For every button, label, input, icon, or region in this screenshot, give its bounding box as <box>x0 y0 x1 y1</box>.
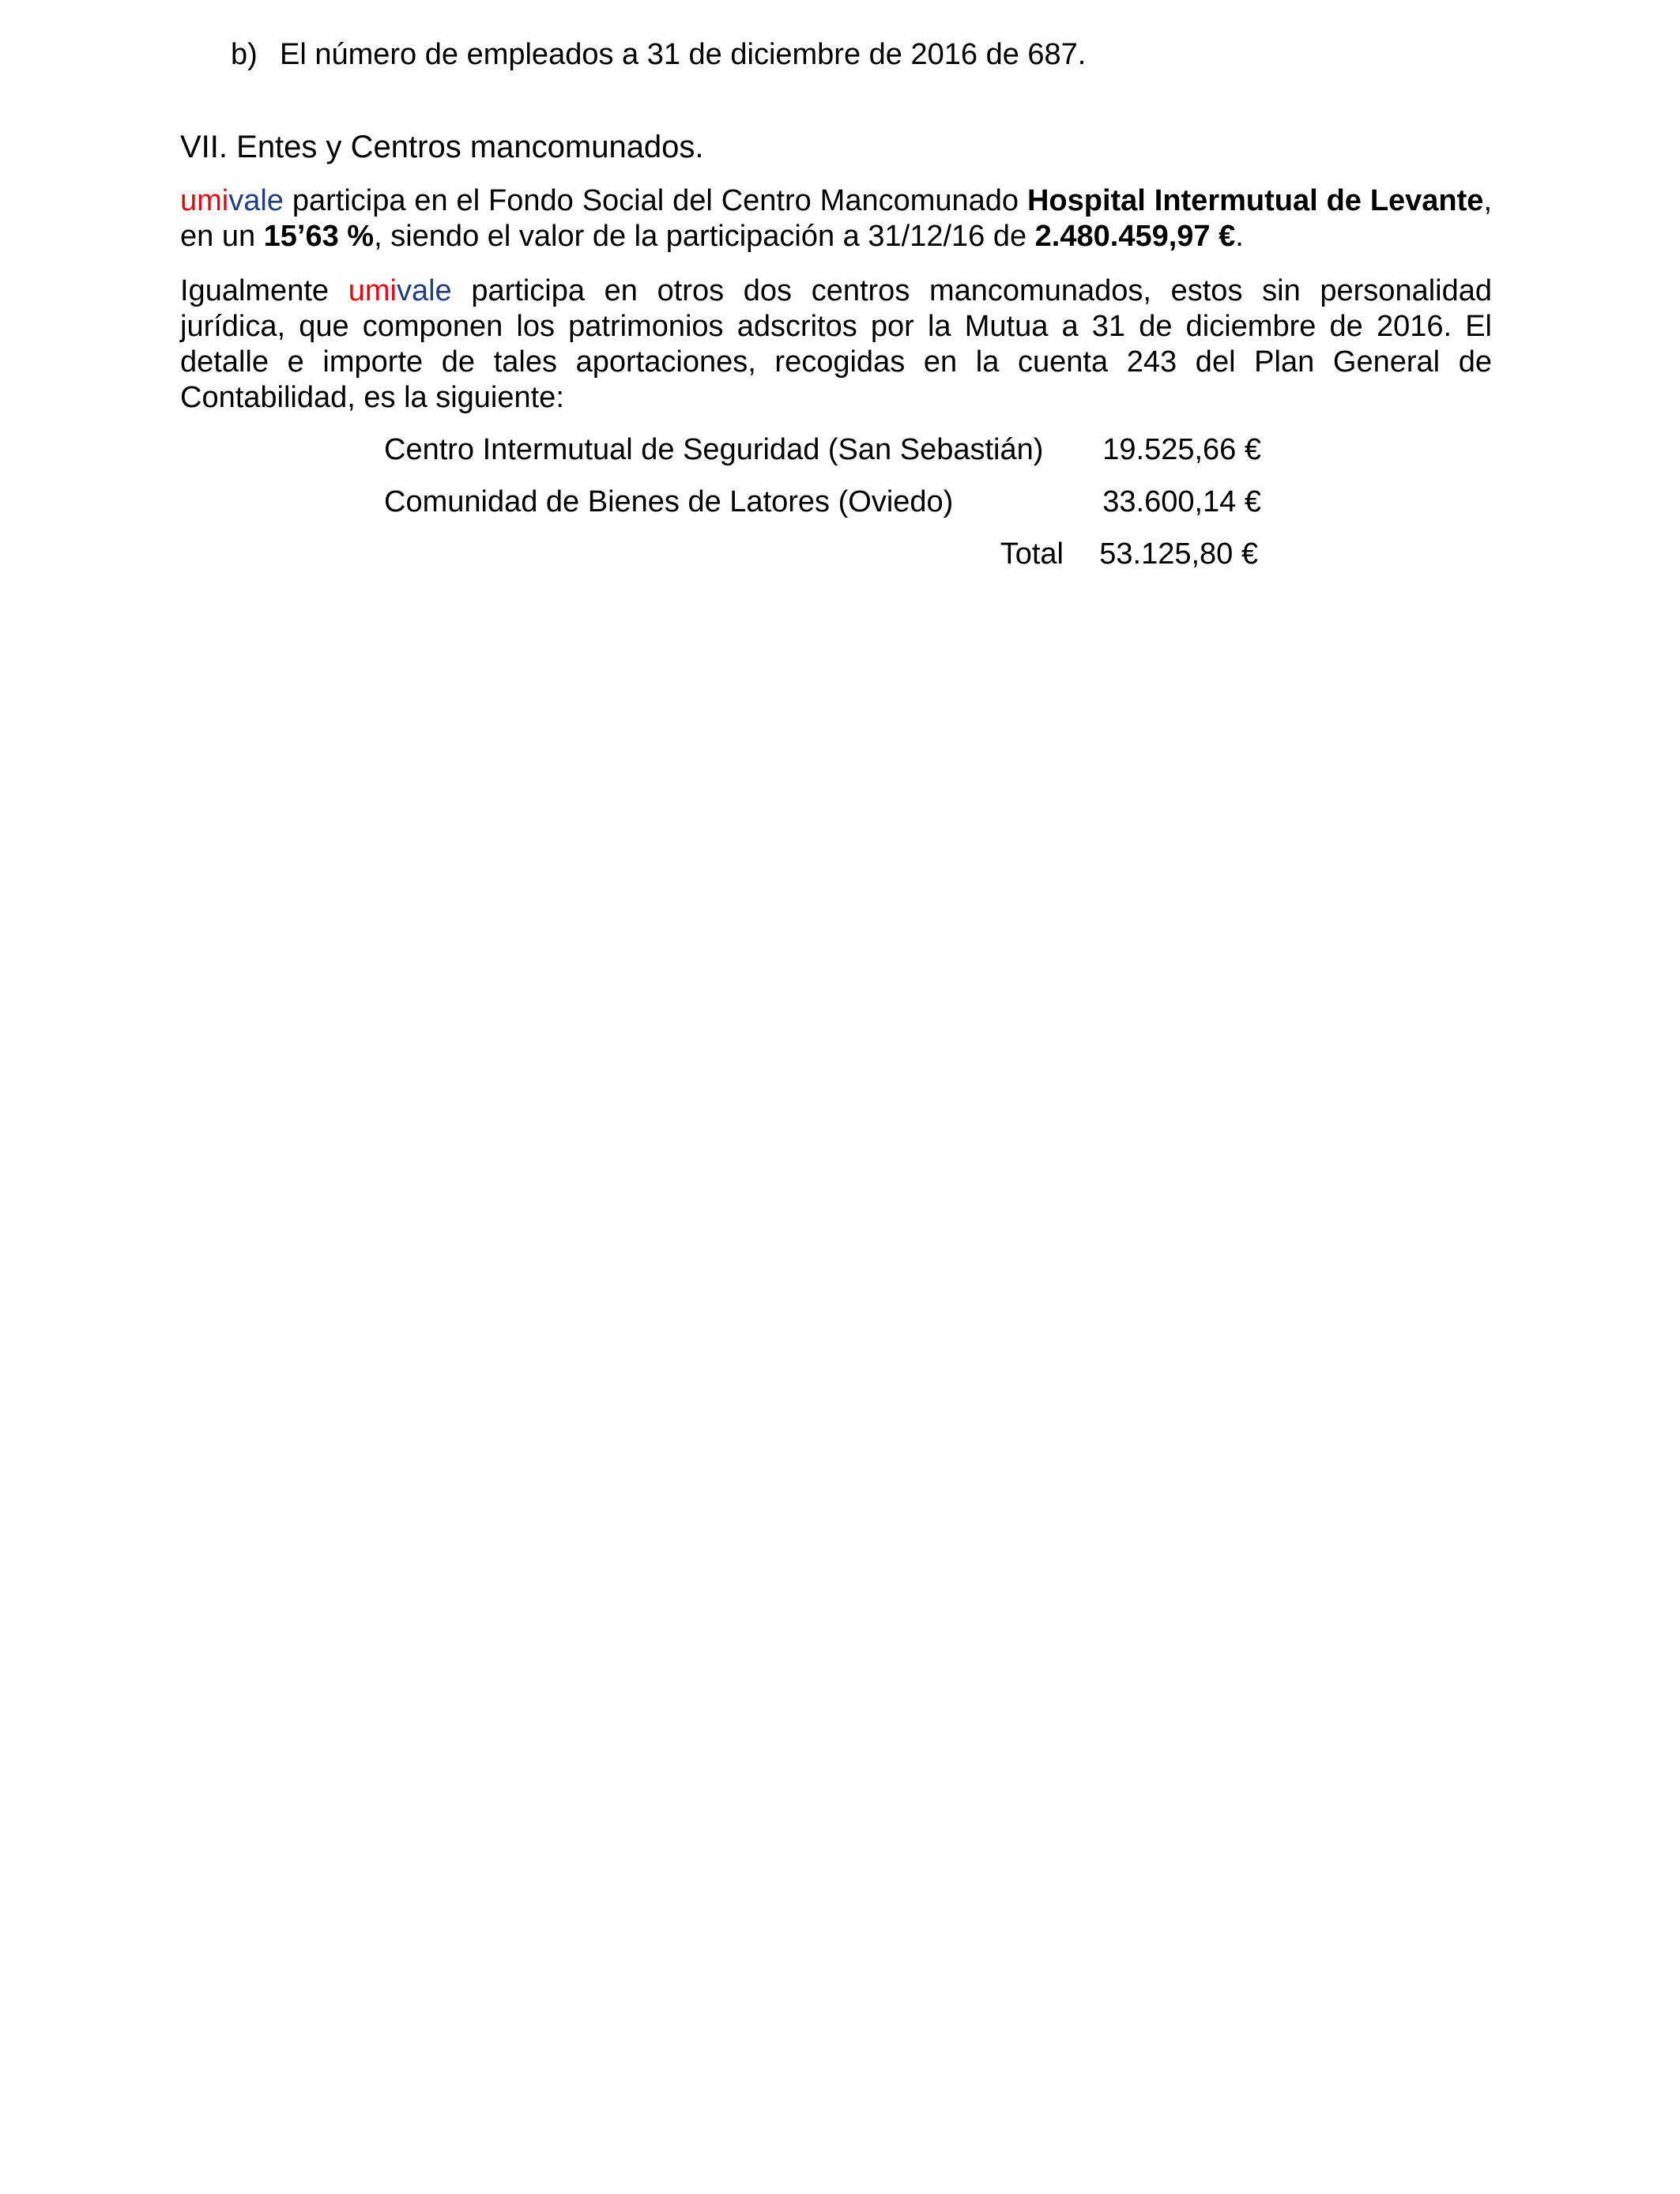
para2-text-2: participa en otros dos centros mancomunados, estos sin personalidad jurídica, que componen los patrimonios adscritos por la Mutua a 31 de diciembre de 2016. El detalle e importe de tales aportaciones, recogidas en la cuenta 243 del Plan General de Contabilidad, es la siguiente: <box>180 274 1492 414</box>
section-heading: VII. Entes y Centros mancomunados. <box>180 130 704 164</box>
total-label: Total <box>1000 537 1064 571</box>
brand-umi: umi <box>348 274 397 307</box>
para1-text-2: , en un <box>180 184 1492 253</box>
row-amount: 19.525,66 € <box>1102 433 1261 466</box>
para1-bold-hospital: Hospital Intermutual de Levante <box>1026 184 1484 217</box>
row-amount: 33.600,14 € <box>1102 485 1261 518</box>
list-item-b <box>231 35 1086 74</box>
para1-text-3: , siendo el valor de la participación a 31/12/16 de <box>374 220 1035 253</box>
total-amount: 53.125,80 € <box>1099 537 1258 571</box>
brand-vale: vale <box>228 184 284 217</box>
brand-umi: umi <box>180 184 229 217</box>
row-label: Centro Intermutual de Seguridad (San Sebastián) <box>384 433 1044 466</box>
brand-vale: vale <box>396 274 452 307</box>
list-marker: b) <box>231 38 258 71</box>
row-label: Comunidad de Bienes de Latores (Oviedo) <box>384 485 954 518</box>
para1-text-1: participa en el Fondo Social del Centro Mancomunado <box>283 184 1027 217</box>
paragraph-hospital-intermutual <box>180 183 1492 254</box>
para1-bold-percent: 15’63 % <box>263 220 375 253</box>
list-item-text: El número de empleados a 31 de diciembre de 2016 de 687. <box>280 38 1087 71</box>
para1-bold-amount: 2.480.459,97 € <box>1034 220 1236 253</box>
para1-text-4: . <box>1235 220 1244 253</box>
paragraph-otros-centros <box>180 273 1492 416</box>
para2-text-1: Igualmente <box>180 274 348 307</box>
